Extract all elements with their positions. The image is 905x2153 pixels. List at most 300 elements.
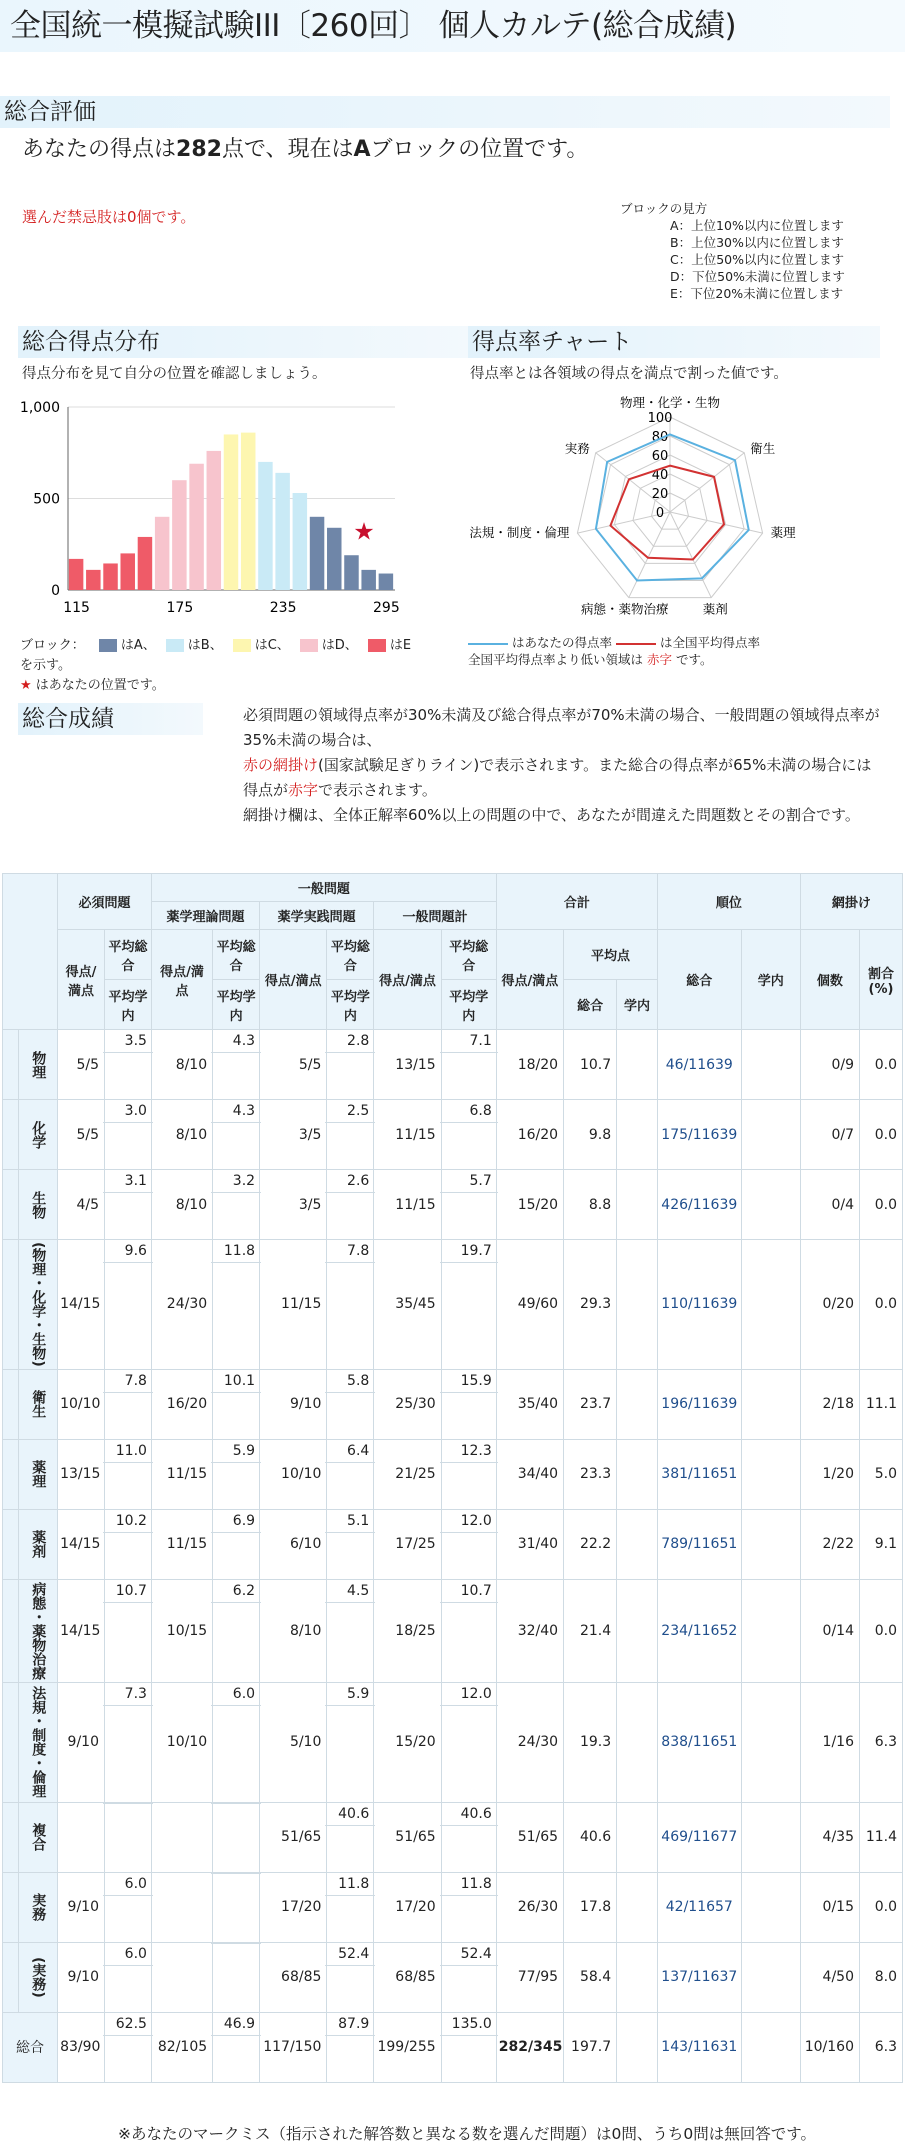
- score-cell: 6/10: [260, 1509, 327, 1579]
- overall-heading: 総合評価: [0, 96, 890, 128]
- score-cell: [151, 1942, 212, 2012]
- avg-cell: [327, 1579, 374, 1682]
- histogram-bar: [207, 451, 221, 590]
- school-rank-cell: [741, 1872, 800, 1942]
- miss-count-cell: 4/50: [800, 1942, 859, 2012]
- block-grade: A: [353, 137, 371, 162]
- total-avg-cell: 40.6: [564, 1802, 617, 1872]
- miss-count-cell: 2/18: [800, 1369, 859, 1439]
- avg-value: 3.5: [103, 1030, 153, 1053]
- avg-cell: [441, 1240, 496, 1370]
- miss-count-cell: 0/7: [800, 1100, 859, 1170]
- histogram-bar: [310, 517, 324, 590]
- avg-value: 10.2: [103, 1510, 153, 1533]
- school-avg-cell: [617, 1439, 658, 1509]
- miss-rate-cell: 8.0: [859, 1942, 902, 2012]
- total-score-cell: 282/345: [496, 2012, 563, 2082]
- school-avg-cell: [617, 1100, 658, 1170]
- score-cell: 17/20: [260, 1872, 327, 1942]
- radar-tick-label: 60: [651, 449, 669, 464]
- avg-value: 4.3: [211, 1030, 261, 1053]
- avg-value: 9.6: [103, 1240, 153, 1263]
- score-cell: 3/5: [260, 1100, 327, 1170]
- block-legend-row: E：下位20%未満に位置します: [670, 286, 844, 301]
- school-rank-cell: [741, 1100, 800, 1170]
- block-legend-row: B：上位30%以内に位置します: [670, 235, 844, 250]
- histogram-bar: [379, 574, 393, 590]
- score-cell: 25/30: [374, 1369, 441, 1439]
- total-avg-cell: 9.8: [564, 1100, 617, 1170]
- page-header: [0, 0, 905, 52]
- avg-cell: [327, 1100, 374, 1170]
- avg-cell: [441, 2012, 496, 2082]
- avg-value: 12.0: [440, 1510, 498, 1533]
- avg-value: 3.0: [103, 1100, 153, 1123]
- avg-value: 6.8: [440, 1100, 498, 1123]
- avg-cell: [213, 2012, 260, 2082]
- avg-cell: [105, 1030, 152, 1100]
- avg-cell: [213, 1872, 260, 1942]
- table-row: [3, 1579, 903, 1682]
- avg-cell: [105, 1100, 152, 1170]
- school-avg-cell: [617, 1240, 658, 1370]
- school-rank-cell: [741, 1170, 800, 1240]
- total-avg-cell: 21.4: [564, 1579, 617, 1682]
- results-heading: 総合成績: [18, 703, 203, 735]
- score-rate-radar-chart: [460, 392, 880, 632]
- avg-cell: [105, 2012, 152, 2082]
- avg-cell: [213, 1030, 260, 1100]
- row-indent: [3, 1509, 19, 1579]
- score-cell: 10/15: [151, 1579, 212, 1682]
- results-desc-2: (国家試験足ぎりライン)で表示されます。また総合の得点率が65%未満の場合には得点が: [243, 756, 872, 799]
- row-label: 生物: [19, 1170, 58, 1240]
- score-cell: 14/15: [58, 1579, 105, 1682]
- header-rank: 順位: [657, 874, 800, 930]
- total-score-cell: 15/20: [496, 1170, 563, 1240]
- score-cell: 11/15: [260, 1240, 327, 1370]
- school-avg-cell: [617, 1030, 658, 1100]
- y-tick-label: 1,000: [19, 400, 60, 416]
- score-cell: 11/15: [151, 1439, 212, 1509]
- total-score-cell: 31/40: [496, 1509, 563, 1579]
- score-cell: 21/25: [374, 1439, 441, 1509]
- avg-cell: [213, 1439, 260, 1509]
- miss-count-cell: 1/20: [800, 1439, 859, 1509]
- school-rank-cell: [741, 1682, 800, 1802]
- results-desc-2-post: で表示されます。: [318, 781, 437, 799]
- score-cell: 18/25: [374, 1579, 441, 1682]
- col-school-avg: 学内: [617, 980, 658, 1030]
- rank-cell: 143/11631: [657, 2012, 741, 2082]
- rank-cell: 46/11639: [657, 1030, 741, 1100]
- radar-axis-label: 薬理: [770, 525, 796, 541]
- avg-cell: [441, 1439, 496, 1509]
- histogram-bar: [103, 563, 117, 590]
- miss-rate-cell: 11.4: [859, 1802, 902, 1872]
- avg-cell: [213, 1942, 260, 2012]
- total-avg-cell: 58.4: [564, 1942, 617, 2012]
- rank-cell: 175/11639: [657, 1100, 741, 1170]
- legend-you: はあなたの得点率: [511, 635, 612, 650]
- distribution-description: 得点分布を見て自分の位置を確認しましょう。: [22, 366, 327, 382]
- score-cell: 5/10: [260, 1682, 327, 1802]
- avg-value: 12.3: [440, 1440, 498, 1463]
- row-indent: [3, 1030, 19, 1100]
- total-avg-cell: 10.7: [564, 1030, 617, 1100]
- header-corner: [3, 874, 58, 1030]
- header-theory: 薬学理論問題: [151, 902, 259, 930]
- radar-spoke: [670, 512, 711, 598]
- total-avg-cell: 19.3: [564, 1682, 617, 1802]
- col-avg-school: 平均学内: [105, 980, 152, 1030]
- table-row: [3, 1030, 903, 1100]
- avg-value: 52.4: [325, 1943, 375, 1966]
- x-tick-label: 175: [166, 600, 194, 616]
- score-cell: 68/85: [260, 1942, 327, 2012]
- histogram-bar: [361, 570, 375, 590]
- avg-value: 6.0: [211, 1683, 261, 1706]
- avg-cell: [441, 1579, 496, 1682]
- school-avg-cell: [617, 1682, 658, 1802]
- table-row: [3, 1100, 903, 1170]
- avg-value: 7.1: [440, 1030, 498, 1053]
- avg-value: 12.0: [440, 1683, 498, 1706]
- score-cell: 24/30: [151, 1240, 212, 1370]
- col-avg-school: 平均学内: [213, 980, 260, 1030]
- col-count: 個数: [800, 930, 859, 1030]
- school-rank-cell: [741, 1030, 800, 1100]
- avg-value: [211, 1943, 261, 1944]
- score-cell: 15/20: [374, 1682, 441, 1802]
- miss-rate-cell: 0.0: [859, 1030, 902, 1100]
- total-avg-cell: 197.7: [564, 2012, 617, 2082]
- school-avg-cell: [617, 2012, 658, 2082]
- avg-value: 10.1: [211, 1370, 261, 1393]
- row-label: 実務: [19, 1872, 58, 1942]
- avg-value: 4.5: [325, 1580, 375, 1603]
- avg-value: 87.9: [325, 2013, 375, 2036]
- school-rank-cell: [741, 1439, 800, 1509]
- total-score-cell: 35/40: [496, 1369, 563, 1439]
- page-title: 全国統一模擬試験III〔260回〕 個人カルテ(総合成績): [10, 8, 737, 44]
- avg-value: 10.7: [103, 1580, 153, 1603]
- results-desc-red: 赤の網掛け: [243, 756, 319, 774]
- histogram-bar: [258, 462, 272, 590]
- header-total: 合計: [496, 874, 657, 930]
- col-score: 得点/満点: [496, 930, 563, 1030]
- miss-rate-cell: 0.0: [859, 1100, 902, 1170]
- miss-rate-cell: 6.3: [859, 2012, 902, 2082]
- avg-value: 15.9: [440, 1370, 498, 1393]
- avg-cell: [441, 1509, 496, 1579]
- score-cell: 51/65: [260, 1802, 327, 1872]
- histogram-bar: [138, 537, 152, 590]
- avg-cell: [213, 1369, 260, 1439]
- miss-count-cell: 0/14: [800, 1579, 859, 1682]
- avg-value: 2.5: [325, 1100, 375, 1123]
- score-cell: 17/25: [374, 1509, 441, 1579]
- radar-tick-label: 40: [651, 468, 669, 483]
- avg-cell: [213, 1579, 260, 1682]
- avg-cell: [105, 1369, 152, 1439]
- total-avg-cell: 8.8: [564, 1170, 617, 1240]
- radar-description: 得点率とは各領域の得点を満点で割った値です。: [470, 366, 788, 382]
- table-row: [3, 1509, 903, 1579]
- legend-avg: は全国平均得点率: [659, 635, 760, 650]
- score-cell: 17/20: [374, 1872, 441, 1942]
- miss-count-cell: 2/22: [800, 1509, 859, 1579]
- miss-rate-cell: 5.0: [859, 1439, 902, 1509]
- avg-value: 62.5: [103, 2013, 153, 2036]
- score-cell: 13/15: [58, 1439, 105, 1509]
- avg-cell: [105, 1872, 152, 1942]
- score-cell: [58, 1802, 105, 1872]
- table-row: [3, 1682, 903, 1802]
- radar-axis-label: 衛生: [750, 440, 776, 456]
- x-tick-label: 235: [269, 600, 297, 616]
- avg-cell: [327, 1872, 374, 1942]
- total-score-cell: 49/60: [496, 1240, 563, 1370]
- radar-heading: 得点率チャート: [468, 326, 880, 358]
- avg-cell: [441, 1682, 496, 1802]
- avg-cell: [105, 1509, 152, 1579]
- row-label: 薬理: [19, 1439, 58, 1509]
- legend-item-label: はB、: [187, 638, 223, 653]
- score-cell: 11/15: [374, 1170, 441, 1240]
- legend-item-label: はA、: [120, 638, 156, 653]
- school-rank-cell: [741, 1369, 800, 1439]
- school-avg-cell: [617, 1579, 658, 1682]
- histogram-bar: [224, 434, 238, 590]
- avg-value: 6.2: [211, 1580, 261, 1603]
- total-score: 282: [176, 137, 222, 162]
- row-indent: [3, 1369, 19, 1439]
- table-row: [3, 1439, 903, 1509]
- avg-value: 11.0: [103, 1440, 153, 1463]
- score-cell: 16/20: [151, 1369, 212, 1439]
- avg-value: 2.8: [325, 1030, 375, 1053]
- results-description: [243, 703, 883, 828]
- histogram-bar: [120, 553, 134, 590]
- header-shading: 網掛け: [800, 874, 902, 930]
- score-cell: 8/10: [151, 1030, 212, 1100]
- histogram-bar: [69, 559, 83, 590]
- radar-axis-label: 実務: [564, 440, 590, 456]
- row-label: (実務): [19, 1942, 58, 2012]
- x-tick-label: 115: [63, 600, 90, 616]
- total-score-cell: 77/95: [496, 1942, 563, 2012]
- miss-rate-cell: 0.0: [859, 1170, 902, 1240]
- table-row: [3, 1942, 903, 2012]
- score-cell: 11/15: [374, 1100, 441, 1170]
- school-avg-cell: [617, 1170, 658, 1240]
- avg-cell: [327, 1802, 374, 1872]
- row-label: 病態・薬物治療: [19, 1579, 58, 1682]
- total-avg-cell: 23.3: [564, 1439, 617, 1509]
- histogram-bar: [86, 570, 100, 590]
- avg-cell: [441, 1030, 496, 1100]
- legend-item-label: はD、: [321, 638, 358, 653]
- legend-suffix: を示す。: [20, 658, 71, 673]
- avg-value: 5.9: [325, 1683, 375, 1706]
- miss-count-cell: 0/9: [800, 1030, 859, 1100]
- legend-swatch: [368, 639, 386, 652]
- score-cell: 9/10: [58, 1682, 105, 1802]
- histogram-bar: [327, 528, 341, 590]
- y-tick-label: 0: [51, 583, 60, 599]
- histogram-bar: [189, 464, 203, 590]
- avg-cell: [213, 1170, 260, 1240]
- avg-cell: [327, 1369, 374, 1439]
- miss-count-cell: 4/35: [800, 1802, 859, 1872]
- avg-cell: [327, 1170, 374, 1240]
- header-required: 必須問題: [58, 874, 152, 930]
- avg-cell: [327, 1509, 374, 1579]
- avg-cell: [327, 1682, 374, 1802]
- x-tick-label: 295: [373, 600, 400, 616]
- miss-rate-cell: 0.0: [859, 1872, 902, 1942]
- block-legend-row: C：上位50%以内に位置します: [670, 252, 845, 267]
- row-label: 化学: [19, 1100, 58, 1170]
- avg-value: 5.1: [325, 1510, 375, 1533]
- avg-cell: [441, 1369, 496, 1439]
- row-indent: [3, 1170, 19, 1240]
- school-rank-cell: [741, 1240, 800, 1370]
- avg-value: 10.7: [440, 1580, 498, 1603]
- score-cell: 8/10: [151, 1100, 212, 1170]
- total-score-cell: 18/20: [496, 1030, 563, 1100]
- legend-prefix: ブロック：: [20, 638, 85, 653]
- row-indent: [3, 1682, 19, 1802]
- score-cell: 9/10: [260, 1369, 327, 1439]
- rank-cell: 838/11651: [657, 1682, 741, 1802]
- score-text-post: ブロックの位置です。: [370, 137, 589, 162]
- avg-value: 11.8: [440, 1873, 498, 1896]
- score-cell: 117/150: [260, 2012, 327, 2082]
- row-label: 総合: [3, 2012, 58, 2082]
- legend-item-label: はE: [389, 638, 412, 653]
- row-label: 物理: [19, 1030, 58, 1100]
- score-cell: 51/65: [374, 1802, 441, 1872]
- y-tick-label: 500: [33, 491, 60, 508]
- avg-cell: [213, 1240, 260, 1370]
- legend-swatch: [99, 639, 117, 652]
- avg-cell: [105, 1579, 152, 1682]
- school-rank-cell: [741, 1802, 800, 1872]
- school-rank-cell: [741, 2012, 800, 2082]
- total-avg-cell: 17.8: [564, 1872, 617, 1942]
- row-indent: [3, 1439, 19, 1509]
- histogram-bar: [241, 433, 255, 590]
- total-avg-cell: 23.7: [564, 1369, 617, 1439]
- avg-value: 7.8: [325, 1240, 375, 1263]
- avg-value: 46.9: [211, 2013, 261, 2036]
- avg-value: 52.4: [440, 1943, 498, 1966]
- block-legend-title: ブロックの見方: [620, 201, 708, 216]
- rank-cell: 426/11639: [657, 1170, 741, 1240]
- school-avg-cell: [617, 1509, 658, 1579]
- miss-count-cell: 0/15: [800, 1872, 859, 1942]
- rank-cell: 137/11637: [657, 1942, 741, 2012]
- rank-cell: 234/11652: [657, 1579, 741, 1682]
- score-cell: 10/10: [151, 1682, 212, 1802]
- row-indent: [3, 1942, 19, 2012]
- block-legend-row: A：上位10%以内に位置します: [670, 218, 844, 233]
- avg-cell: [213, 1682, 260, 1802]
- avg-value: 6.9: [211, 1510, 261, 1533]
- legend-swatch: [300, 639, 318, 652]
- row-label: 薬剤: [19, 1509, 58, 1579]
- avg-value: 5.7: [440, 1170, 498, 1193]
- histogram-bar: [344, 555, 358, 590]
- results-table: [2, 873, 903, 2083]
- avg-value: 40.6: [440, 1803, 498, 1826]
- avg-cell: [327, 2012, 374, 2082]
- avg-value: 6.0: [103, 1873, 153, 1896]
- col-score: 得点/満点: [374, 930, 441, 1030]
- avg-value: 19.7: [440, 1240, 498, 1263]
- star-icon: ★: [20, 678, 32, 693]
- avg-value: [211, 1873, 261, 1874]
- radar-axis-label: 病態・薬物治療: [581, 601, 669, 617]
- radar-axis-label: 薬剤: [702, 601, 728, 617]
- header-general-total: 一般問題計: [374, 902, 496, 930]
- col-avg: 平均点: [564, 930, 658, 980]
- score-cell: 83/90: [58, 2012, 105, 2082]
- radar-note-post: です。: [676, 652, 713, 667]
- score-cell: 82/105: [151, 2012, 212, 2082]
- radar-note-pre: 全国平均得点率より低い領域は: [468, 652, 644, 667]
- histogram-bar: [172, 480, 186, 590]
- col-avg-total: 平均総合: [327, 930, 374, 980]
- score-cell: 5/5: [58, 1030, 105, 1100]
- legend-swatch: [166, 639, 184, 652]
- col-rank-school: 学内: [741, 930, 800, 1030]
- avg-cell: [441, 1942, 496, 2012]
- avg-value: 3.1: [103, 1170, 153, 1193]
- miss-rate-cell: 0.0: [859, 1240, 902, 1370]
- avg-cell: [105, 1439, 152, 1509]
- score-text-mid: 点で、現在は: [221, 137, 354, 162]
- avg-cell: [327, 1439, 374, 1509]
- table-row: [3, 1170, 903, 1240]
- rank-cell: 469/11677: [657, 1802, 741, 1872]
- total-score-cell: 32/40: [496, 1579, 563, 1682]
- avg-cell: [441, 1100, 496, 1170]
- school-rank-cell: [741, 1579, 800, 1682]
- avg-cell: [327, 1240, 374, 1370]
- total-score-cell: 51/65: [496, 1802, 563, 1872]
- avg-cell: [441, 1802, 496, 1872]
- school-rank-cell: [741, 1942, 800, 2012]
- row-label: 複合: [19, 1802, 58, 1872]
- row-indent: [3, 1100, 19, 1170]
- table-row: [3, 1872, 903, 1942]
- radar-tick-label: 20: [651, 487, 669, 502]
- col-score: 得点/満点: [58, 930, 105, 1030]
- score-cell: 9/10: [58, 1942, 105, 2012]
- table-row: [3, 1240, 903, 1370]
- avg-value: [103, 1803, 153, 1804]
- distribution-legend: [20, 636, 460, 696]
- avg-cell: [213, 1100, 260, 1170]
- avg-value: 5.9: [211, 1440, 261, 1463]
- header-general: 一般問題: [151, 874, 496, 902]
- rank-cell: 381/11651: [657, 1439, 741, 1509]
- miss-rate-cell: 9.1: [859, 1509, 902, 1579]
- avg-value: 6.4: [325, 1440, 375, 1463]
